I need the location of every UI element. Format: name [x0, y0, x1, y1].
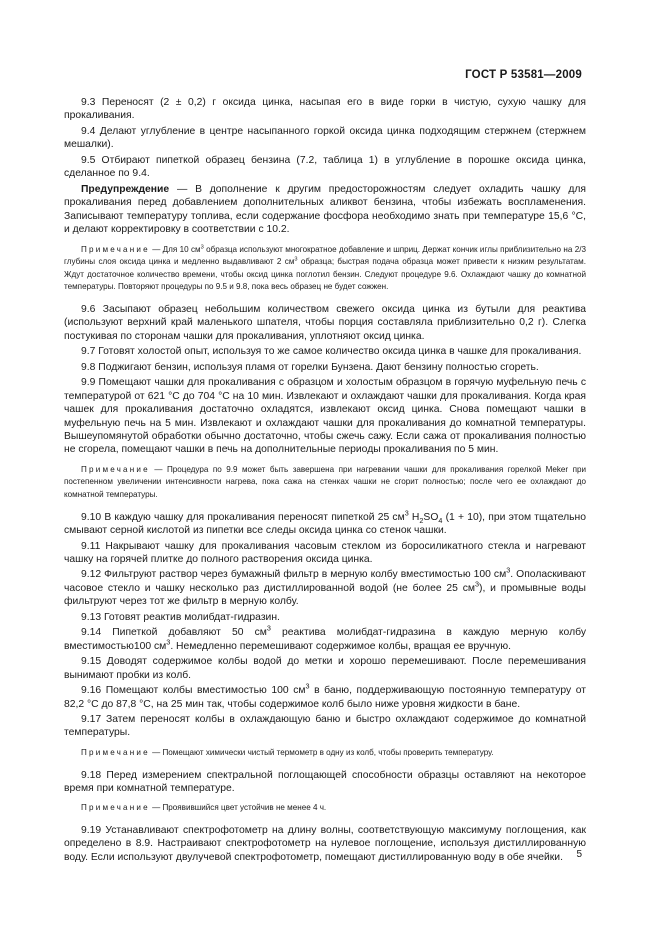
- paragraph-9-15: 9.15 Доводят содержимое колбы водой до метки и хорошо перемешивают. После перемешивания вынимают пробки из колб.: [64, 656, 586, 681]
- note-text: образца используют многократное добавление и шприц. Держат кончик иглы приблизительно на 2/3 глубины слоя оксида цинка и медленно выдавливают 2 см: [64, 244, 586, 267]
- paragraph-text: . Ополаскивают часовое стекло и чашку несколько раз дистиллированной водой (не более 25 см: [64, 569, 586, 594]
- document-code: ГОСТ Р 53581—2009: [465, 69, 582, 81]
- note-text: — Для 10 см: [149, 244, 201, 254]
- note-text: образца; быстрая подача образца может привести к низким результатам. Ждут достаточное количество времени, чтобы оксид цинка поглотил бензин. Следуют процедуре 9.6. Охлаждают чашку до комнатной температуры. Повторяют процедуры по 9.5 и 9.8, пока весь образец не будет сожжен.: [64, 257, 586, 292]
- paragraph-9-12: [64, 568, 586, 608]
- paragraph-text: 9.16 Помещают колбы вместимостью 100 см: [81, 685, 306, 697]
- paragraph-9-6: 9.6 Засыпают образец небольшим количеством свежего оксида цинка из бутыли для реактива (используют верхний край маленького шпателя, чтобы порция составляла приблизительно 0,2 г). Слегка постукивая по сторонам чашки для прокаливания, уплотняют оксид цинка.: [64, 303, 586, 342]
- paragraph-text: ), и промывные воды фильтруют через тот же фильтр в мерную колбу.: [64, 582, 586, 608]
- paragraph-text: реактива молибдат-гидразина в каждую мерную колбу вместимостью100 см: [64, 627, 586, 652]
- note-label: Примечание: [81, 803, 150, 813]
- paragraph-9-16: [64, 681, 586, 711]
- warning-text: — В дополнение к другим предосторожностям следует охладить чашку для прокаливания перед добавлением дополнительных аликвот бензина, чтобы избежать воспламенения. Записывают температуру топлива, если содержание фосфора необходимо знать при температуре 15,6 °С, и делают корректировку в соответствии с 10.2.: [64, 183, 586, 236]
- note-2: [64, 464, 586, 502]
- paragraph-9-7: 9.7 Готовят холостой опыт, используя то же самое количество оксида цинка в чашке для прокаливания.: [81, 346, 582, 358]
- paragraph-text: SO: [423, 511, 439, 523]
- paragraph-9-18: 9.18 Перед измерением спектральной поглощающей способности образцы оставляют на некоторое время при комнатной температуре.: [64, 769, 586, 794]
- superscript: 3: [266, 623, 271, 633]
- paragraph-text: 9.12 Фильтруют раствор через бумажный фильтр в мерную колбу вместимостью 100 см: [81, 569, 507, 581]
- superscript: 3: [404, 508, 409, 518]
- paragraph-9-17: 9.17 Затем переносят колбы в охлаждающую баню и быстро охлаждают содержимое до комнатной температуры.: [64, 714, 586, 739]
- subscript: 4: [438, 515, 443, 525]
- paragraph-9-9: 9.9 Помещают чашки для прокаливания с образцом и холостым образцом в горячую муфельную печь с температурой от 621 °С до 704 °С на 10 мин. Извлекают и охлаждают чашки для прокаливания. Когда края чашек для прокаливания достаточно охладятся, извлекают оксид цинка. Снова помещают чашки в муфельную печь на 5 мин. Извлекают и охлаждают чашки для прокаливания до комнатной температуры. Вышеупомянутой обработки обычно достаточно, чтобы сжечь сажу. Если сажа от прокаливания полностью не сгорела, помещают чашки в печь на дополнительные периоды прокаливания по 5 мин.: [64, 377, 586, 456]
- warning-label: Предупреждение: [81, 183, 170, 195]
- paragraph-9-10: [64, 508, 586, 538]
- paragraph-text: 9.14 Пипеткой добавляют 50 см: [81, 627, 267, 639]
- paragraph-text: . Немедленно перемешивают содержимое колбы, вращая ее вручную.: [170, 640, 512, 652]
- superscript: 3: [294, 256, 298, 263]
- subscript: 2: [419, 515, 424, 525]
- note-text: — Процедура по 9.9 может быть завершена при нагревании чашки для прокаливания горелкой Meker при постепенном увеличении интенсивности нагрева, пока сажа на стенках чашки не сгорит полностью; после чего ее охлаждают до комнатной температуры.: [64, 464, 586, 500]
- note-text: — Помещают химически чистый термометр в одну из колб, чтобы проверить температуру.: [149, 747, 494, 757]
- paragraph-text: (1 + 10), при этом тщательно смывают серной кислотой из пипетки все следы оксида цинка со стенок чашки.: [64, 511, 586, 537]
- superscript: 3: [305, 681, 310, 691]
- paragraph-text: в баню, поддерживающую постоянную температуру от 82,2 °С до 87,8 °С, на 25 мин так, чтобы содержимое колб было ниже уровня жидкости в бане.: [64, 685, 586, 710]
- page-number: 5: [576, 849, 582, 860]
- warning-paragraph: [64, 183, 586, 237]
- paragraph-text: H: [408, 511, 420, 523]
- note-text: — Проявившийся цвет устойчив не менее 4 ч.: [149, 803, 327, 813]
- superscript: 3: [475, 579, 480, 589]
- paragraph-9-8: 9.8 Поджигают бензин, используя пламя от горелки Бунзена. Дают бензину полностью сгореть.: [81, 361, 539, 373]
- note-4: [64, 802, 586, 815]
- paragraph-9-19: 9.19 Устанавливают спектрофотометр на длину волны, соответствующую максимуму поглощения, как определено в 8.9. Настраивают спектрофотометр на нулевое поглощение, используя дистиллированную воду. Если используют двулучевой спектрофотометр, помещают дистиллированную воду в обе ячейки.: [64, 825, 586, 863]
- paragraph-9-4: 9.4 Делают углубление в центре насыпанного горкой оксида цинка подходящим стержнем (стержнем мешалки).: [64, 125, 586, 151]
- paragraph-9-14: [64, 623, 586, 653]
- note-1: [64, 244, 586, 294]
- paragraph-9-3: 9.3 Переносят (2 ± 0,2) г оксида цинка, насыпая его в виде горки в чистую, сухую чашку для прокаливания.: [64, 97, 586, 122]
- document-body: [64, 96, 586, 866]
- note-label: Примечание: [81, 747, 150, 757]
- superscript: 3: [506, 566, 511, 576]
- note-3: [64, 747, 586, 760]
- paragraph-text: 9.10 В каждую чашку для прокаливания переносят пипеткой 25 см: [81, 511, 405, 523]
- paragraph-9-13: 9.13 Готовят реактив молибдат-гидразин.: [81, 611, 280, 623]
- superscript: 3: [200, 243, 204, 250]
- paragraph-9-11: 9.11 Накрывают чашку для прокаливания часовым стеклом из боросиликатного стекла и нагревают чашку на горячей плитке до полного растворения оксида цинка.: [64, 540, 586, 566]
- superscript: 3: [166, 637, 171, 647]
- note-label: Примечание: [81, 244, 150, 254]
- note-label: Примечание: [81, 464, 150, 474]
- paragraph-9-5: 9.5 Отбирают пипеткой образец бензина (7.2, таблица 1) в углубление в порошке оксида цинка, сделанное по 9.4.: [64, 154, 586, 180]
